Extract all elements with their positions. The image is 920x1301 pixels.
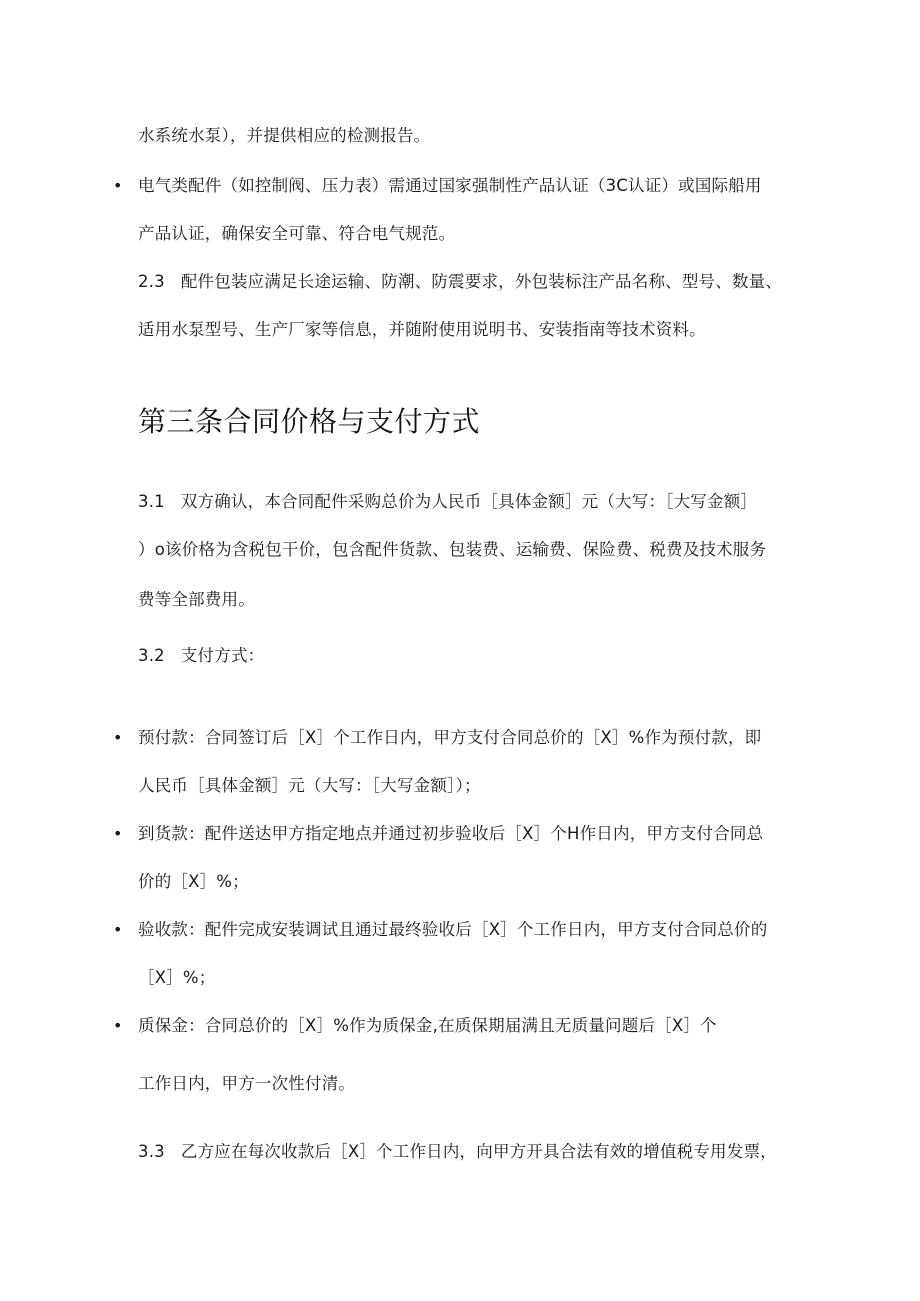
prepay-line-1: 预付款：合同签订后［X］个工作日内，甲方支付合同总价的［X］%作为预付款，即 — [138, 728, 762, 747]
warranty-line-1: 质保金：合同总价的［X］%作为质保金,在质保期届满且无质量问题后［X］个 — [138, 1016, 717, 1035]
clause-3-1-line-3: 费等全部费用。 — [138, 590, 255, 609]
clause-3-1-line-2: ）o该价格为含税包干价，包含配件货款、包装费、运输费、保险费、税费及技术服务 — [138, 540, 767, 559]
clause-3-3-line-1 — [138, 1140, 777, 1164]
bullet-prepay: • — [113, 728, 123, 747]
clause-2-3-line-2: 适用水泵型号、生产厂家等信息，并随附使用说明书、安装指南等技术资料。 — [138, 320, 706, 339]
clause-3-2-text: 支付方式： — [180, 646, 265, 665]
clause-2-3-text: 配件包装应满足长途运输、防潮、防震要求，外包装标注产品名称、型号、数量、 — [180, 272, 783, 291]
bullet-electrical: • — [113, 176, 123, 195]
electrical-line-1: 电气类配件（如控制阀、压力表）需通过国家强制性产品认证（3C认证）或国际船用 — [138, 176, 762, 195]
clause-3-1-text: 双方确认，本合同配件采购总价为人民币［具体金额］元（大写：［大写金额］ — [180, 492, 758, 511]
warranty-line-2: 工作日内，甲方一次性付清。 — [138, 1074, 356, 1093]
clause-3-2-number: 3.2 — [138, 646, 165, 665]
arrival-line-1: 到货款：配件送达甲方指定地点并通过初步验收后［X］个H作日内，甲方支付合同总 — [138, 824, 764, 843]
intro-line-1: 水系统水泵），并提供相应的检测报告。 — [138, 126, 431, 145]
bullet-acceptance: • — [113, 920, 123, 939]
clause-3-3-number: 3.3 — [138, 1142, 165, 1161]
bullet-arrival: • — [113, 824, 123, 843]
clause-2-3-number: 2.3 — [138, 272, 165, 291]
bullet-warranty: • — [113, 1016, 123, 1035]
clause-3-1-line-1 — [138, 490, 757, 514]
section-title: 第三条合同价格与支付方式 — [138, 405, 481, 438]
clause-3-3-text: 乙方应在每次收款后［X］个工作日内，向甲方开具合法有效的增值税专用发票， — [180, 1142, 777, 1161]
clause-3-2-line — [138, 644, 264, 668]
clause-2-3-line-1 — [138, 270, 782, 294]
electrical-line-2: 产品认证，确保安全可靠、符合电气规范。 — [138, 224, 456, 243]
acceptance-line-2: ［X］%； — [138, 968, 216, 987]
clause-3-1-number: 3.1 — [138, 492, 165, 511]
prepay-line-2: 人民币［具体金额］元（大写：［大写金额］）； — [138, 776, 481, 795]
arrival-line-2: 价的［X］%； — [138, 872, 249, 891]
acceptance-line-1: 验收款：配件完成安装调试且通过最终验收后［X］个工作日内，甲方支付合同总价的 — [138, 920, 768, 939]
